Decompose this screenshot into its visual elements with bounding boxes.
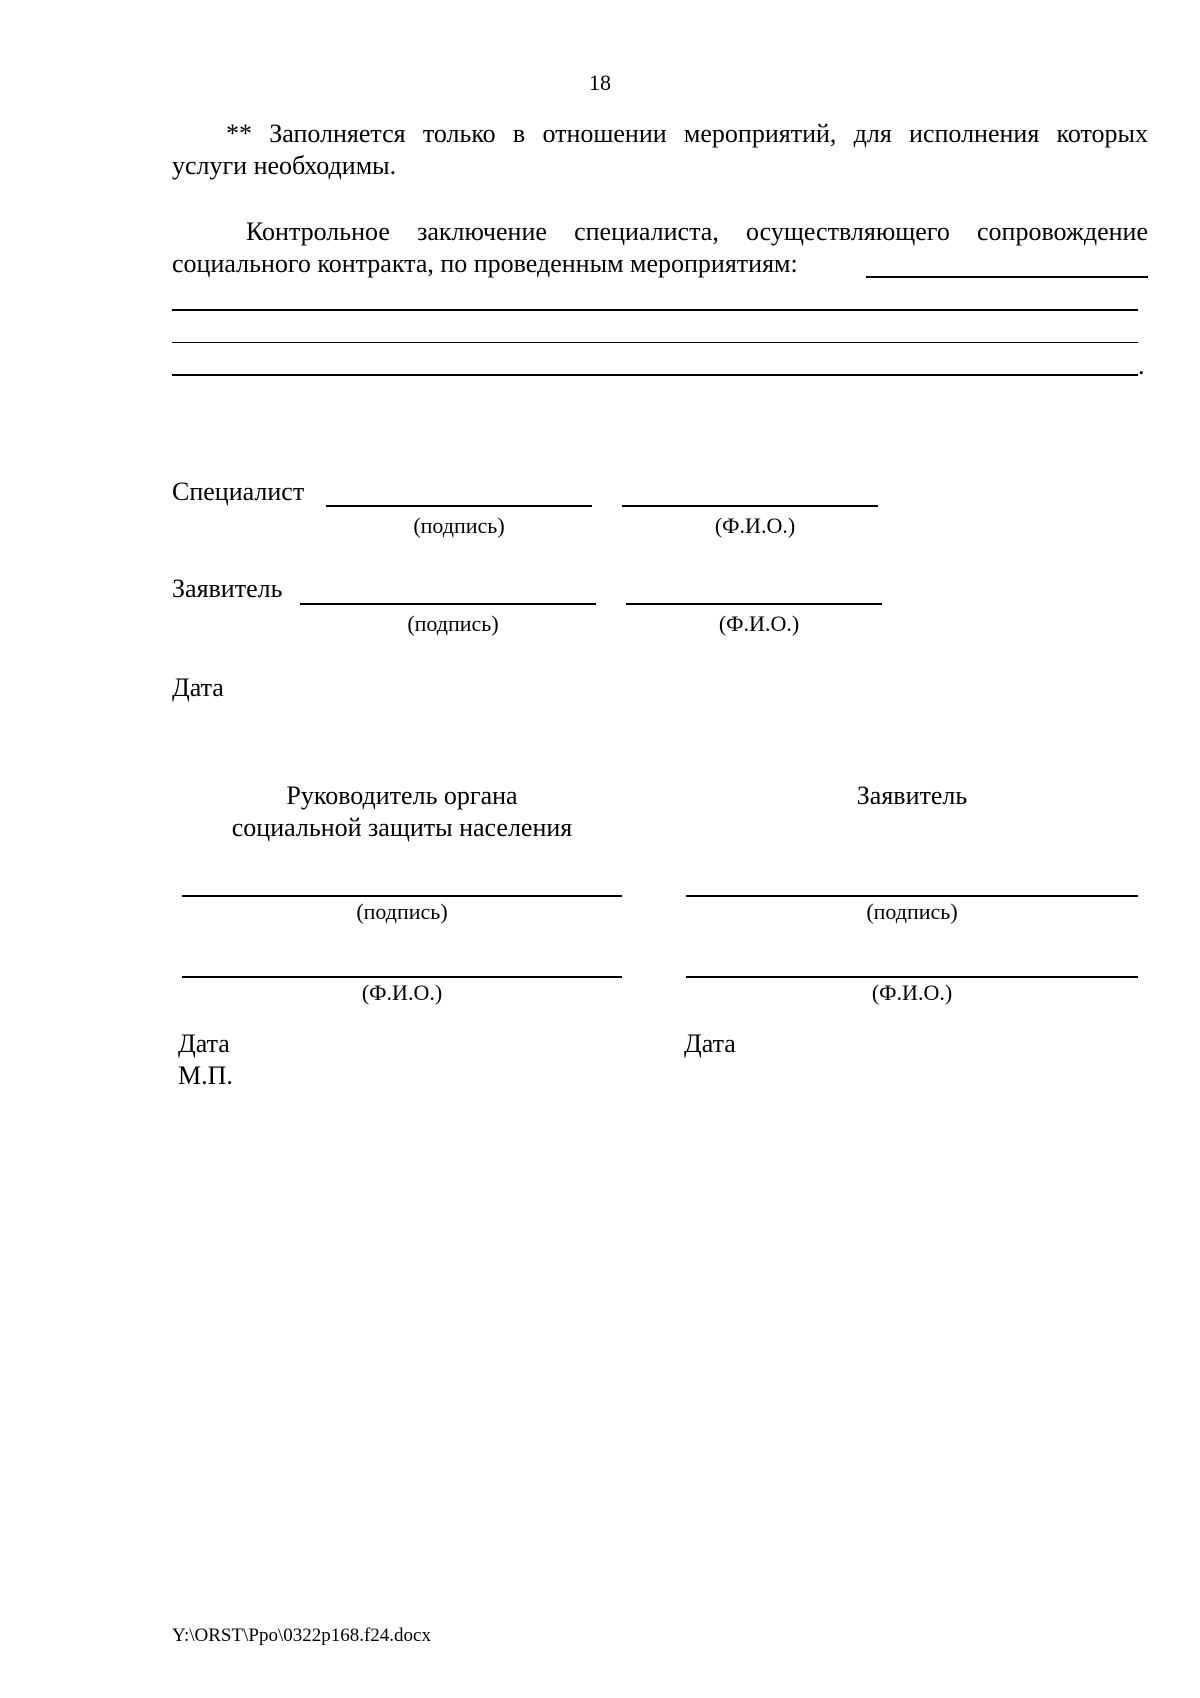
conclusion-fill-line-1[interactable] bbox=[172, 309, 1138, 311]
left-block-name-line[interactable] bbox=[182, 976, 622, 978]
left-block-title-line-1: Руководитель органа bbox=[286, 781, 518, 810]
specialist-name-line[interactable] bbox=[622, 505, 878, 507]
right-block-date-label: Дата bbox=[684, 1029, 736, 1058]
right-block-signature-caption: (подпись) bbox=[866, 899, 958, 924]
specialist-signature-caption: (подпись) bbox=[413, 513, 505, 538]
specialist-signature-line[interactable] bbox=[326, 505, 592, 507]
conclusion-fill-line-3[interactable] bbox=[172, 374, 1138, 376]
specialist-label: Специалист bbox=[172, 477, 305, 506]
conclusion-fill-line-inline[interactable] bbox=[866, 276, 1148, 278]
right-block-title: Заявитель bbox=[856, 781, 968, 810]
right-block-name-caption: (Ф.И.О.) bbox=[871, 980, 953, 1005]
stamp-label: М.П. bbox=[178, 1061, 233, 1090]
applicant-label: Заявитель bbox=[172, 574, 283, 603]
footnote-line-2: услуги необходимы. bbox=[172, 151, 397, 180]
right-block-signature-line[interactable] bbox=[686, 895, 1138, 897]
applicant-name-line[interactable] bbox=[626, 603, 882, 605]
left-block-signature-line[interactable] bbox=[182, 895, 622, 897]
specialist-name-caption: (Ф.И.О.) bbox=[714, 513, 796, 538]
footer-file-path: Y:\ORST\Ppo\0322p168.f24.docx bbox=[172, 1625, 431, 1646]
left-block-title-line-2: социальной защиты населения bbox=[231, 813, 573, 842]
applicant-signature-caption: (подпись) bbox=[407, 611, 499, 636]
left-block-name-caption: (Ф.И.О.) bbox=[361, 980, 443, 1005]
applicant-signature-line[interactable] bbox=[300, 603, 596, 605]
footnote-line-1: ** Заполняется только в отношении мероприятий, для исполнения которых bbox=[226, 119, 1148, 148]
right-block-name-line[interactable] bbox=[686, 976, 1138, 978]
conclusion-fill-line-2[interactable] bbox=[172, 342, 1138, 343]
conclusion-end-period: . bbox=[1138, 351, 1145, 380]
left-block-date-label: Дата bbox=[178, 1029, 230, 1058]
applicant-name-caption: (Ф.И.О.) bbox=[718, 611, 800, 636]
conclusion-line-1: Контрольное заключение специалиста, осуществляющего сопровождение bbox=[246, 217, 1148, 246]
page-number: 18 bbox=[589, 70, 611, 95]
date-label: Дата bbox=[172, 673, 224, 702]
left-block-signature-caption: (подпись) bbox=[356, 899, 448, 924]
conclusion-line-2: социального контракта, по проведенным мероприятиям: bbox=[172, 249, 798, 278]
